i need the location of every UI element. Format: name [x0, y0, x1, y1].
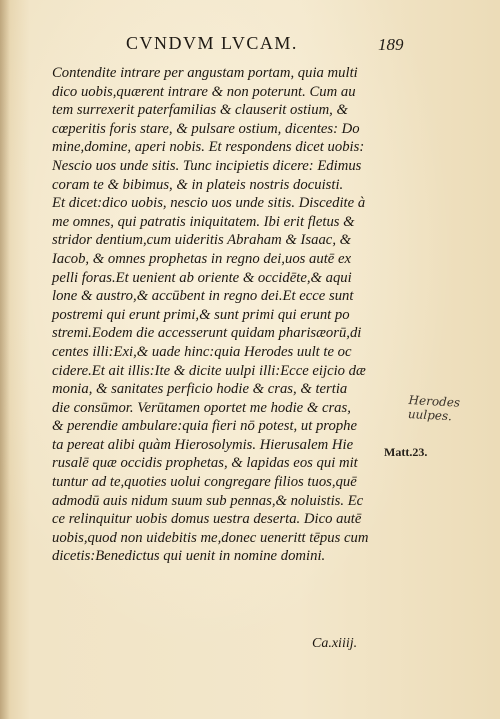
text-line: dicetis:Benedictus qui uenit in nomine domini. [52, 548, 326, 565]
text-line: stremi.Eodem die accesserunt quidam pharisæorū,di [52, 325, 362, 342]
text-line: die consūmor. Verūtamen oportet me hodie & cras, [52, 399, 351, 416]
scripture-reference-note: Matt.23. [384, 445, 428, 459]
text-line: me omnes, qui patratis iniquitatem. Ibi erit fletus & [52, 213, 355, 230]
text-line: ce relinquitur uobis domus uestra deserta. Dico autē [52, 511, 362, 528]
folio-number: 189 [378, 35, 404, 54]
text-line: tem surrexerit paterfamilias & clauserit ostium, & [52, 102, 348, 119]
text-line: dico uobis,quærent intrare & non poterunt. Cum au [52, 83, 356, 100]
text-line: coram te & bibimus, & in plateis nostris docuisti. [52, 176, 344, 193]
text-line: mine,domine, aperi nobis. Et respondens dicet uobis: [52, 139, 365, 156]
main-text-block [52, 64, 382, 566]
running-title: CVNDVM LVCAM. [126, 33, 298, 53]
catchword: Ca.xiiij. [312, 636, 358, 651]
text-line: & perendie ambulare:quia fieri nō potest, ut prophe [52, 418, 358, 435]
text-line: Iacob, & omnes prophetas in regno dei,uos autē ex [52, 250, 352, 267]
handwritten-margin-note [408, 393, 461, 424]
text-line: Nescio uos unde sitis. Tunc incipietis dicere: Edimus [52, 157, 362, 174]
text-line: uobis,quod non uidebitis me,donec ueneritt tēpus cum [52, 529, 369, 546]
text-line: rusalē quæ occidis prophetas, & lapidas eos qui mit [52, 455, 358, 472]
text-line: Contendite intrare per angustam portam, quia multi [52, 65, 358, 81]
text-line: ta pereat alibi quàm Hierosolymis. Hierusalem Hie [52, 436, 354, 453]
handwritten-note-line: Herodes [408, 393, 461, 410]
text-line: Et dicet:dico uobis, nescio uos unde sitis. Discedite à [52, 195, 366, 212]
text-line: stridor dentium,cum uideritis Abraham & Isaac, & [52, 232, 352, 249]
text-line: tuntur ad te,quoties uolui congregare filios tuos,quē [52, 474, 357, 491]
text-line: admodū auis nidum suum sub pennas,& noluistis. Ec [52, 492, 364, 509]
text-line: cidere.Et ait illis:Ite & dicite uulpi illi:Ecce eijcio dæ [52, 362, 366, 379]
handwritten-note-line: uulpes. [407, 406, 453, 424]
text-line: lone & austro,& accūbent in regno dei.Et ecce sunt [52, 288, 354, 305]
text-line: monia, & sanitates perficio hodie & cras, & tertia [52, 381, 348, 398]
text-line: cœperitis foris stare, & pulsare ostium, dicentes: Do [52, 120, 360, 137]
text-line: postremi qui erunt primi,& sunt primi qui erunt po [52, 306, 350, 323]
text-line: centes illi:Exi,& uade hinc:quia Herodes uult te oc [52, 343, 352, 360]
text-line: pelli foras.Et uenient ab oriente & occidēte,& aqui [52, 269, 352, 286]
